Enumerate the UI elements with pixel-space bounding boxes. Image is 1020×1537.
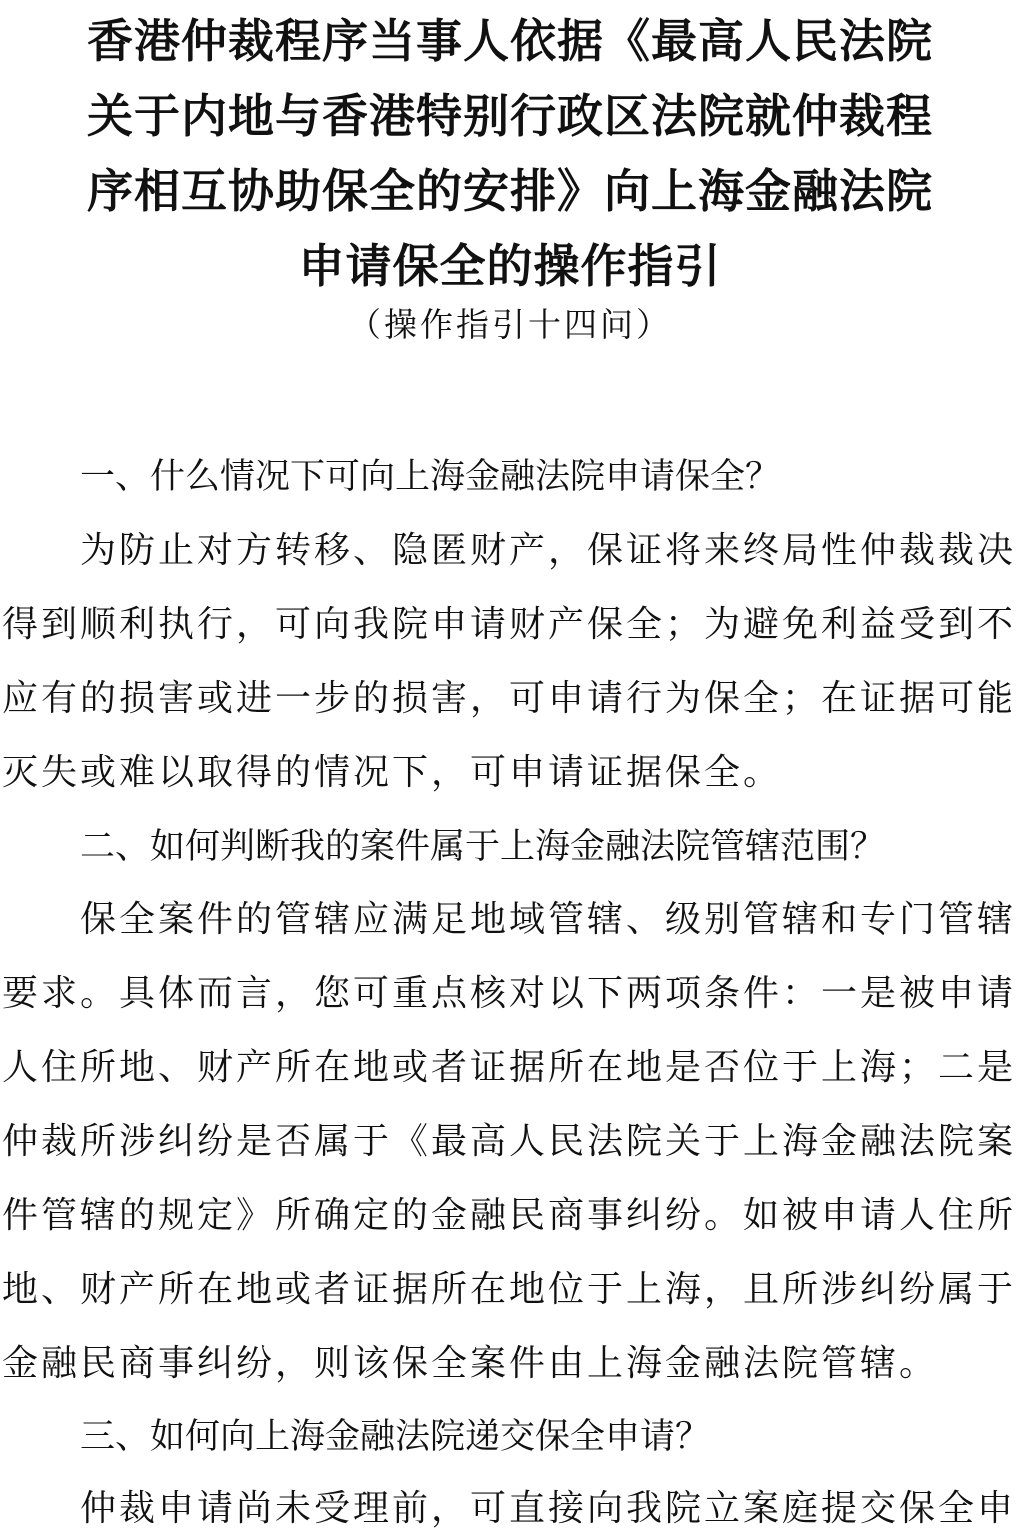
paragraph-line: 要求。具体而言，您可重点核对以下两项条件：一是被申请 <box>2 973 1017 1014</box>
paragraph-line: 人住所地、财产所在地或者证据所在地是否位于上海；二是 <box>2 1047 1017 1088</box>
title-line: 序相互协助保全的安排》向上海金融法院 <box>87 164 933 218</box>
paragraph-line: 为防止对方转移、隐匿财产，保证将来终局性仲裁裁决 <box>80 530 1017 571</box>
title-line: 关于内地与香港特别行政区法院就仲裁程 <box>87 89 933 143</box>
document-subtitle: （操作指引十四问） <box>348 305 672 344</box>
paragraph-line: 件管辖的规定》所确定的金融民商事纠纷。如被申请人住所 <box>2 1195 1017 1236</box>
document-title <box>0 4 1020 304</box>
title-line: 香港仲裁程序当事人依据《最高人民法院 <box>87 14 933 68</box>
paragraph-line: 仲裁申请尚未受理前，可直接向我院立案庭提交保全申 <box>80 1488 1017 1529</box>
title-line: 申请保全的操作指引 <box>298 239 722 293</box>
paragraph-line: 金融民商事纠纷，则该保全案件由上海金融法院管辖。 <box>2 1343 939 1384</box>
paragraph-line: 保全案件的管辖应满足地域管辖、级别管辖和专门管辖 <box>80 899 1017 940</box>
section-heading: 一、什么情况下可向上海金融法院申请保全？ <box>80 457 781 497</box>
paragraph-line: 得到顺利执行，可向我院申请财产保全；为避免利益受到不 <box>2 604 1017 645</box>
section-heading: 三、如何向上海金融法院递交保全申请？ <box>80 1417 711 1457</box>
paragraph-line: 仲裁所涉纠纷是否属于《最高人民法院关于上海金融法院案 <box>2 1121 1017 1162</box>
section-heading: 二、如何判断我的案件属于上海金融法院管辖范围？ <box>80 827 886 867</box>
paragraph-line: 应有的损害或进一步的损害，可申请行为保全；在证据可能 <box>2 678 1017 719</box>
paragraph-line: 灭失或难以取得的情况下，可申请证据保全。 <box>2 752 783 793</box>
paragraph-line: 地、财产所在地或者证据所在地位于上海，且所涉纠纷属于 <box>2 1269 1017 1310</box>
